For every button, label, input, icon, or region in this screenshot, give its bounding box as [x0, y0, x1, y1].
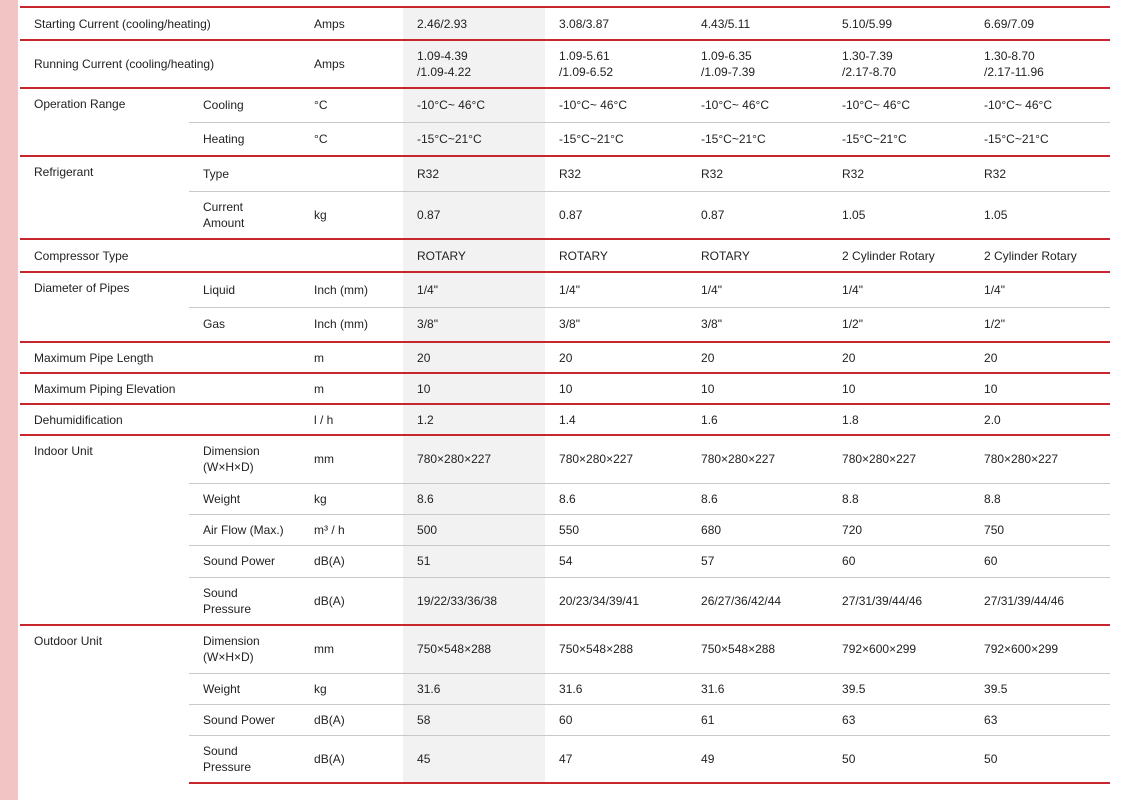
value-cell: 780×280×227: [828, 435, 970, 483]
value-cell: 792×600×299: [828, 625, 970, 673]
value-cell: 4.43/5.11: [687, 7, 828, 40]
unit-cell: dB(A): [300, 704, 403, 735]
value-cell: 10: [403, 373, 545, 404]
unit-cell: mm: [300, 435, 403, 483]
value-cell: 8.8: [970, 483, 1110, 514]
value-cell: 10: [970, 373, 1110, 404]
row-label: Maximum Piping Elevation: [20, 373, 300, 404]
value-cell: -15°C~21°C: [403, 122, 545, 156]
unit-cell: °C: [300, 122, 403, 156]
value-cell: 63: [970, 704, 1110, 735]
value-cell: 1/2": [828, 307, 970, 342]
unit-cell: m³ / h: [300, 514, 403, 545]
sub-label: Current Amount: [189, 191, 300, 239]
value-cell: 1/2": [970, 307, 1110, 342]
value-cell: 2 Cylinder Rotary: [970, 239, 1110, 272]
value-cell: 61: [687, 704, 828, 735]
value-cell: 680: [687, 514, 828, 545]
value-cell: 550: [545, 514, 687, 545]
value-cell: 58: [403, 704, 545, 735]
sub-label: Sound Power: [189, 545, 300, 577]
value-cell: 8.8: [828, 483, 970, 514]
value-cell: 1/4": [828, 272, 970, 307]
table-row-starting-current: [20, 7, 1110, 40]
spec-table-container: [20, 6, 1110, 784]
unit-cell: kg: [300, 483, 403, 514]
value-cell: 1.09-5.61 /1.09-6.52: [545, 40, 687, 88]
value-cell: 20: [687, 342, 828, 373]
value-cell: R32: [687, 156, 828, 191]
value-cell: 20: [403, 342, 545, 373]
value-cell: 2.46/2.93: [403, 7, 545, 40]
group-label-outdoor-unit: Outdoor Unit: [20, 625, 189, 783]
value-cell: 750×548×288: [403, 625, 545, 673]
value-cell: 19/22/33/36/38: [403, 577, 545, 625]
value-cell: 51: [403, 545, 545, 577]
value-cell: -10°C~ 46°C: [687, 88, 828, 122]
spec-table: [20, 6, 1110, 784]
sub-label: Sound Power: [189, 704, 300, 735]
value-cell: 31.6: [403, 673, 545, 704]
value-cell: 780×280×227: [403, 435, 545, 483]
value-cell: 57: [687, 545, 828, 577]
unit-cell: kg: [300, 673, 403, 704]
value-cell: 5.10/5.99: [828, 7, 970, 40]
value-cell: 1.05: [970, 191, 1110, 239]
group-label-indoor-unit: Indoor Unit: [20, 435, 189, 625]
value-cell: 1/4": [403, 272, 545, 307]
value-cell: 31.6: [545, 673, 687, 704]
value-cell: 720: [828, 514, 970, 545]
value-cell: 750×548×288: [545, 625, 687, 673]
value-cell: -15°C~21°C: [687, 122, 828, 156]
value-cell: R32: [403, 156, 545, 191]
value-cell: 3/8": [545, 307, 687, 342]
sub-label: Heating: [189, 122, 300, 156]
value-cell: 2.0: [970, 404, 1110, 435]
unit-cell: dB(A): [300, 735, 403, 783]
value-cell: 27/31/39/44/46: [970, 577, 1110, 625]
value-cell: 1.09-6.35 /1.09-7.39: [687, 40, 828, 88]
value-cell: 39.5: [970, 673, 1110, 704]
sub-label: Sound Pressure: [189, 735, 300, 783]
unit-cell: °C: [300, 88, 403, 122]
row-label: Dehumidification: [20, 404, 300, 435]
unit-cell: l / h: [300, 404, 403, 435]
unit-cell: Inch (mm): [300, 307, 403, 342]
row-label: Starting Current (cooling/heating): [20, 7, 300, 40]
value-cell: 1.4: [545, 404, 687, 435]
value-cell: 780×280×227: [687, 435, 828, 483]
unit-cell: mm: [300, 625, 403, 673]
value-cell: 10: [687, 373, 828, 404]
value-cell: ROTARY: [687, 239, 828, 272]
value-cell: 3.08/3.87: [545, 7, 687, 40]
value-cell: 1.05: [828, 191, 970, 239]
value-cell: 500: [403, 514, 545, 545]
unit-cell: Inch (mm): [300, 272, 403, 307]
value-cell: 20: [970, 342, 1110, 373]
value-cell: 20: [545, 342, 687, 373]
value-cell: -10°C~ 46°C: [828, 88, 970, 122]
value-cell: 3/8": [403, 307, 545, 342]
table-row-refrigerant-type: [20, 156, 1110, 191]
value-cell: 26/27/36/42/44: [687, 577, 828, 625]
group-label-operation-range: Operation Range: [20, 88, 189, 156]
row-label: Running Current (cooling/heating): [20, 40, 300, 88]
value-cell: 54: [545, 545, 687, 577]
sub-label: Type: [189, 156, 300, 191]
value-cell: 50: [970, 735, 1110, 783]
value-cell: 10: [545, 373, 687, 404]
value-cell: -10°C~ 46°C: [545, 88, 687, 122]
unit-cell: m: [300, 373, 403, 404]
row-label: Maximum Pipe Length: [20, 342, 300, 373]
value-cell: 39.5: [828, 673, 970, 704]
table-row-operation-cooling: [20, 88, 1110, 122]
value-cell: -15°C~21°C: [970, 122, 1110, 156]
value-cell: 0.87: [403, 191, 545, 239]
table-row-pipe-length: [20, 342, 1110, 373]
unit-cell: kg: [300, 191, 403, 239]
value-cell: 750: [970, 514, 1110, 545]
sub-label: Air Flow (Max.): [189, 514, 300, 545]
value-cell: 0.87: [545, 191, 687, 239]
value-cell: 792×600×299: [970, 625, 1110, 673]
value-cell: 50: [828, 735, 970, 783]
value-cell: -15°C~21°C: [545, 122, 687, 156]
side-accent-strip: [0, 0, 18, 800]
sub-label: Cooling: [189, 88, 300, 122]
value-cell: 49: [687, 735, 828, 783]
value-cell: ROTARY: [403, 239, 545, 272]
sub-label: Sound Pressure: [189, 577, 300, 625]
value-cell: 60: [545, 704, 687, 735]
sub-label: Liquid: [189, 272, 300, 307]
group-label-refrigerant: Refrigerant: [20, 156, 189, 239]
table-row-indoor-dimension: [20, 435, 1110, 483]
value-cell: 780×280×227: [970, 435, 1110, 483]
value-cell: 60: [828, 545, 970, 577]
value-cell: 8.6: [545, 483, 687, 514]
value-cell: 780×280×227: [545, 435, 687, 483]
value-cell: 1/4": [970, 272, 1110, 307]
value-cell: 63: [828, 704, 970, 735]
value-cell: -10°C~ 46°C: [970, 88, 1110, 122]
value-cell: 20/23/34/39/41: [545, 577, 687, 625]
table-row-outdoor-dimension: [20, 625, 1110, 673]
sub-label: Gas: [189, 307, 300, 342]
value-cell: 3/8": [687, 307, 828, 342]
value-cell: 27/31/39/44/46: [828, 577, 970, 625]
table-row-pipe-liquid: [20, 272, 1110, 307]
row-label: Compressor Type: [20, 239, 403, 272]
unit-cell: dB(A): [300, 577, 403, 625]
table-row-running-current: [20, 40, 1110, 88]
sub-label: Weight: [189, 483, 300, 514]
sub-label: Weight: [189, 673, 300, 704]
value-cell: 1.09-4.39 /1.09-4.22: [403, 40, 545, 88]
value-cell: 2 Cylinder Rotary: [828, 239, 970, 272]
table-row-pipe-elevation: [20, 373, 1110, 404]
value-cell: 47: [545, 735, 687, 783]
unit-cell: dB(A): [300, 545, 403, 577]
value-cell: 1.30-8.70 /2.17-11.96: [970, 40, 1110, 88]
value-cell: 31.6: [687, 673, 828, 704]
value-cell: 6.69/7.09: [970, 7, 1110, 40]
unit-cell: m: [300, 342, 403, 373]
unit-cell: [300, 156, 403, 191]
value-cell: 1.2: [403, 404, 545, 435]
sub-label: Dimension (W×H×D): [189, 625, 300, 673]
value-cell: 10: [828, 373, 970, 404]
value-cell: 1.6: [687, 404, 828, 435]
value-cell: -15°C~21°C: [828, 122, 970, 156]
value-cell: R32: [828, 156, 970, 191]
value-cell: 1/4": [545, 272, 687, 307]
value-cell: 8.6: [687, 483, 828, 514]
value-cell: R32: [545, 156, 687, 191]
unit-cell: Amps: [300, 7, 403, 40]
value-cell: 1/4": [687, 272, 828, 307]
value-cell: 8.6: [403, 483, 545, 514]
value-cell: 750×548×288: [687, 625, 828, 673]
value-cell: 60: [970, 545, 1110, 577]
value-cell: -10°C~ 46°C: [403, 88, 545, 122]
value-cell: 45: [403, 735, 545, 783]
group-label-pipe-diameter: Diameter of Pipes: [20, 272, 189, 342]
table-row-dehumidification: [20, 404, 1110, 435]
value-cell: 20: [828, 342, 970, 373]
value-cell: 0.87: [687, 191, 828, 239]
sub-label: Dimension (W×H×D): [189, 435, 300, 483]
value-cell: ROTARY: [545, 239, 687, 272]
value-cell: R32: [970, 156, 1110, 191]
table-row-compressor: [20, 239, 1110, 272]
value-cell: 1.8: [828, 404, 970, 435]
value-cell: 1.30-7.39 /2.17-8.70: [828, 40, 970, 88]
unit-cell: Amps: [300, 40, 403, 88]
